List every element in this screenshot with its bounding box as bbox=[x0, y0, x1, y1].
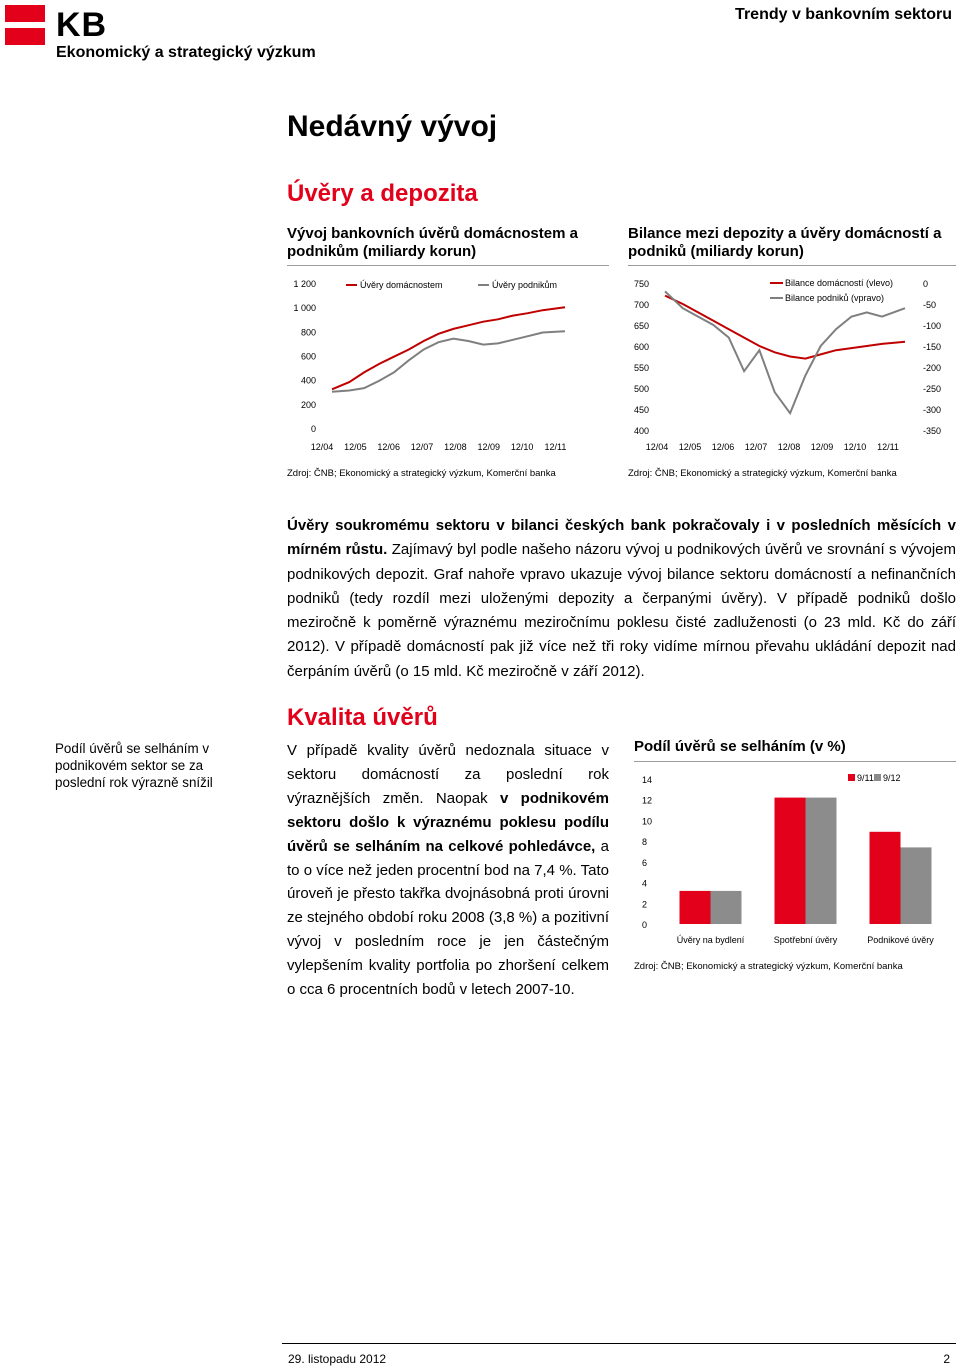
bar-9-11-2 bbox=[870, 832, 901, 924]
y-tick-label: 0 bbox=[310, 424, 316, 434]
x-tick-label: 12/07 bbox=[744, 442, 768, 452]
series-line-households bbox=[332, 307, 565, 389]
paragraph-quality-part1: V případě kvality úvěrů nedoznala situace v sektoru domácností za poslední rok výraznějších změn. Naopak bbox=[287, 742, 609, 807]
paragraph-loans-lead: Úvěry soukromému sektoru v bilanci českých bank pokračovaly i v posledních měsících v mírném růstu. bbox=[287, 517, 956, 559]
y-left-tick-label: 500 bbox=[634, 384, 650, 394]
chart-npl-source: Zdroj: ČNB; Ekonomický a strategický výzkum, Komerční banka bbox=[634, 961, 903, 972]
y-left-tick-label: 450 bbox=[634, 405, 650, 415]
bar-9-11-0 bbox=[680, 891, 711, 924]
bar-9-11-1 bbox=[775, 798, 806, 924]
y-right-tick-label: -100 bbox=[923, 321, 942, 331]
x-tick-label: 12/09 bbox=[810, 442, 834, 452]
department-name: Ekonomický a strategický výzkum bbox=[56, 44, 316, 61]
chart-loans-source: Zdroj: ČNB; Ekonomický a strategický výzkum, Komerční banka bbox=[287, 468, 556, 479]
y-right-tick-label: -150 bbox=[923, 342, 942, 352]
x-tick-label: 12/06 bbox=[711, 442, 735, 452]
x-tick-label: 12/08 bbox=[777, 442, 801, 452]
legend-households: Úvěry domácnostem bbox=[360, 280, 443, 290]
x-tick-label: 12/11 bbox=[877, 442, 899, 452]
chart-balance bbox=[620, 268, 960, 460]
y-left-tick-label: 700 bbox=[634, 300, 650, 310]
y-right-tick-label: -300 bbox=[923, 405, 942, 415]
series-line-companies bbox=[332, 331, 565, 392]
y-tick-label: 600 bbox=[300, 351, 316, 362]
chart-balance-divider bbox=[628, 265, 956, 266]
y-tick-label: 400 bbox=[300, 375, 316, 386]
legend-npl-2012-swatch bbox=[874, 774, 881, 781]
paragraph-loans-deposits bbox=[287, 514, 956, 684]
x-tick-label: 12/06 bbox=[377, 442, 400, 452]
chart-balance-plot bbox=[665, 291, 905, 413]
legend-npl-2011: 9/11 bbox=[857, 773, 874, 783]
chart-loans-axes bbox=[293, 279, 566, 452]
chart-loans-plot bbox=[332, 307, 565, 392]
x-tick-label: 12/05 bbox=[344, 442, 367, 452]
x-tick-label: 12/08 bbox=[444, 442, 467, 452]
chart-npl-plot bbox=[680, 798, 932, 924]
page-number: 2 bbox=[943, 1352, 950, 1366]
y-right-tick-label: -250 bbox=[923, 384, 942, 394]
bar-9-12-0 bbox=[711, 891, 742, 924]
y-tick-label: 1 200 bbox=[293, 279, 316, 289]
y-left-tick-label: 750 bbox=[634, 279, 650, 289]
paragraph-quality-part2: a to o více než jeden procentní bod na 7,4 %. Tato úroveň je přesto takřka dvojnásobná proti úrovni ze stejného období roku 2008 (3,8 %) a pozitivní vývoj v posledním roce je jen částečným vylepšením kvality portfolia po zhoršení celkem o cca 6 procentních bodů v letech 2007-10. bbox=[287, 837, 609, 999]
y-tick-label: 2 bbox=[642, 899, 648, 910]
paragraph-quality-bold: v podnikovém sektoru došlo k výraznému poklesu podílu úvěrů se selháním na celkové pohledávce, bbox=[287, 789, 610, 855]
y-left-tick-label: 400 bbox=[634, 426, 650, 436]
y-tick-label: 200 bbox=[300, 399, 316, 410]
x-tick-label: 12/07 bbox=[410, 442, 434, 452]
section-title-loan-quality: Kvalita úvěrů bbox=[287, 704, 438, 731]
legend-companies: Úvěry podnikům bbox=[492, 280, 558, 290]
chart-loans bbox=[280, 268, 610, 460]
kb-logo-text: KB bbox=[56, 6, 108, 44]
y-tick-label: 4 bbox=[642, 878, 648, 889]
y-tick-label: 0 bbox=[642, 920, 648, 930]
chart-balance-source: Zdroj: ČNB; Ekonomický a strategický výzkum, Komerční banka bbox=[628, 468, 897, 479]
y-tick-label: 1 000 bbox=[293, 303, 316, 314]
y-right-tick-label: -350 bbox=[923, 426, 942, 436]
y-tick-label: 10 bbox=[642, 816, 653, 827]
x-tick-label: 12/09 bbox=[477, 442, 501, 452]
series-line-companies-balance bbox=[665, 291, 905, 413]
legend-balance-households: Bilance domácností (vlevo) bbox=[785, 278, 894, 288]
legend-npl-2011-swatch bbox=[848, 774, 855, 781]
chart-npl bbox=[628, 764, 956, 954]
bar-9-12-2 bbox=[901, 847, 932, 924]
category-label: Podnikové úvěry bbox=[867, 935, 934, 945]
y-right-tick-label: -50 bbox=[923, 300, 937, 310]
x-tick-label: 12/04 bbox=[645, 442, 669, 452]
paragraph-loans-body: Zajímavý byl podle našeho názoru vývoj u podnikových úvěrů ve srovnání s vývojem podnikových depozit. Graf nahoře vpravo ukazuje vývoj bilance sektoru domácností a nefinančních podniků (tedy rozdíl mezi uloženými depozity a čerpanými úvěry). V případě podniků došlo meziročně k poměrně výraznému meziročnímu poklesu čisté zadluženosti (o 23 mld. Kč do září 2012). V případě domácností pak již více než tři roky vidíme mírnou převahu ukládání depozit nad čerpáním úvěrů (o 15 mld. Kč meziročně v září 2012). bbox=[287, 541, 956, 680]
series-line-households-balance bbox=[665, 296, 905, 359]
sidenote: Podíl úvěrů se selháním v podnikovém sektor se za poslední rok výrazně snížil bbox=[55, 741, 213, 790]
y-left-tick-label: 550 bbox=[634, 363, 650, 373]
y-left-tick-label: 650 bbox=[634, 321, 650, 331]
chart-npl-title: Podíl úvěrů se selháním (v %) bbox=[634, 738, 846, 755]
kb-logo-mark bbox=[5, 5, 45, 45]
footer-rule bbox=[282, 1343, 956, 1344]
publication-title: Trendy v bankovním sektoru bbox=[735, 6, 952, 23]
y-right-tick-label: 0 bbox=[923, 279, 929, 289]
section-title-loans-deposits: Úvěry a depozita bbox=[287, 180, 478, 207]
y-tick-label: 8 bbox=[642, 837, 648, 848]
legend-npl-2012: 9/12 bbox=[883, 773, 901, 783]
x-tick-label: 12/10 bbox=[843, 442, 867, 452]
y-left-tick-label: 600 bbox=[634, 342, 650, 352]
y-tick-label: 14 bbox=[642, 775, 653, 785]
page-title: Nedávný vývoj bbox=[287, 110, 498, 143]
x-tick-label: 12/11 bbox=[544, 442, 567, 452]
y-tick-label: 800 bbox=[300, 327, 316, 338]
y-tick-label: 12 bbox=[642, 795, 653, 806]
bar-9-12-1 bbox=[806, 798, 837, 924]
paragraph-loan-quality bbox=[287, 739, 609, 1002]
footer-date: 29. listopadu 2012 bbox=[288, 1352, 387, 1366]
legend-balance-companies: Bilance podniků (vpravo) bbox=[785, 293, 885, 303]
x-tick-label: 12/10 bbox=[510, 442, 534, 452]
x-tick-label: 12/04 bbox=[310, 442, 334, 452]
chart-loans-divider bbox=[287, 265, 609, 266]
chart-loans-title: Vývoj bankovních úvěrů domácnostem a podnikům (miliardy korun) bbox=[287, 225, 578, 260]
category-label: Spotřební úvěry bbox=[773, 935, 838, 945]
chart-balance-title: Bilance mezi depozity a úvěry domácností a podniků (miliardy korun) bbox=[628, 225, 942, 260]
y-tick-label: 6 bbox=[642, 857, 648, 868]
x-tick-label: 12/05 bbox=[678, 442, 702, 452]
chart-npl-divider bbox=[634, 761, 956, 762]
y-right-tick-label: -200 bbox=[923, 363, 942, 373]
category-label: Úvěry na bydlení bbox=[676, 935, 745, 945]
